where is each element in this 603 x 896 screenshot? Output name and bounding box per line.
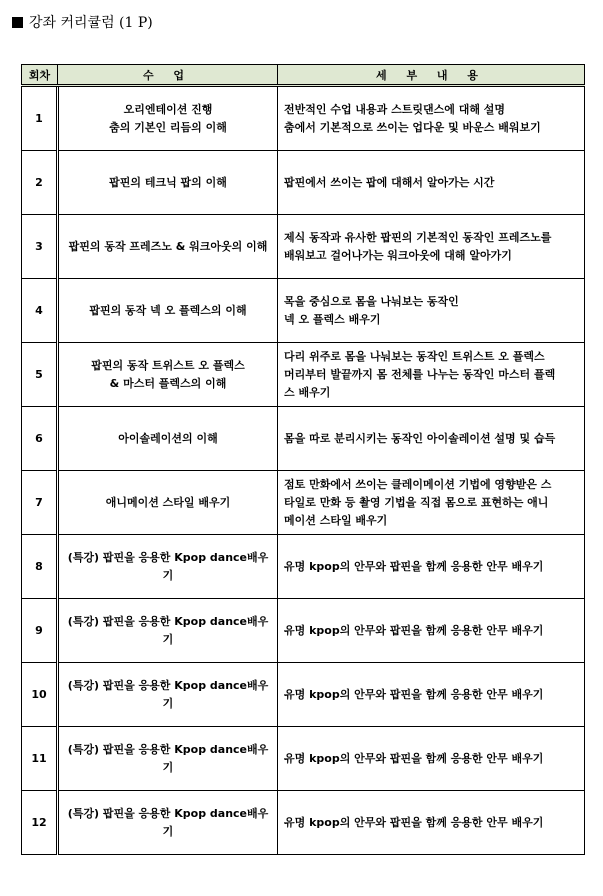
detail-line: 배워보고 걸어나가는 워크아웃에 대해 알아가기 <box>284 248 512 262</box>
session-number: 5 <box>22 343 58 407</box>
table-row <box>22 727 585 791</box>
detail-cell <box>278 663 585 727</box>
lesson-line: 오리엔테이션 진행 <box>123 102 213 116</box>
session-number: 9 <box>22 599 58 663</box>
lesson-line: (특강) 팝핀을 응용한 Kpop dance배우기 <box>67 806 269 838</box>
detail-cell <box>278 791 585 855</box>
detail-cell <box>278 407 585 471</box>
detail-line: 유명 kpop의 안무와 팝핀을 함께 응용한 안무 배우기 <box>284 559 544 573</box>
detail-line: 유명 kpop의 안무와 팝핀을 함께 응용한 안무 배우기 <box>284 623 544 637</box>
lesson-cell <box>58 151 278 215</box>
lesson-cell <box>58 279 278 343</box>
lesson-cell <box>58 343 278 407</box>
session-number: 3 <box>22 215 58 279</box>
detail-line: 넥 오 플렉스 배우기 <box>284 312 381 326</box>
detail-line: 유명 kpop의 안무와 팝핀을 함께 응용한 안무 배우기 <box>284 751 544 765</box>
lesson-cell <box>58 791 278 855</box>
lesson-line: (특강) 팝핀을 응용한 Kpop dance배우기 <box>67 678 269 710</box>
detail-line: 전반적인 수업 내용과 스트릿댄스에 대해 설명 <box>284 102 506 116</box>
lesson-line: (특강) 팝핀을 응용한 Kpop dance배우기 <box>67 550 269 582</box>
lesson-cell <box>58 663 278 727</box>
session-number: 12 <box>22 791 58 855</box>
page-title-text: 강좌 커리큘럼 (1 P) <box>29 15 153 31</box>
lesson-line: (특강) 팝핀을 응용한 Kpop dance배우기 <box>67 614 269 646</box>
detail-line: 머리부터 발끝까지 몸 전체를 나누는 동작인 마스터 플렉 <box>284 367 556 381</box>
table-row <box>22 791 585 855</box>
detail-line: 스 배우기 <box>284 385 331 399</box>
table-row <box>22 663 585 727</box>
table-row <box>22 151 585 215</box>
detail-cell <box>278 727 585 791</box>
detail-line: 점토 만화에서 쓰이는 클레이메이션 기법에 영향받은 스 <box>284 477 552 491</box>
session-number: 11 <box>22 727 58 791</box>
detail-cell <box>278 215 585 279</box>
detail-line: 팝핀에서 쓰이는 팝에 대해서 알아가는 시간 <box>284 175 495 189</box>
table-row <box>22 599 585 663</box>
session-number: 8 <box>22 535 58 599</box>
black-square-icon <box>12 17 23 28</box>
curriculum-table <box>21 64 585 855</box>
table-row <box>22 407 585 471</box>
detail-line: 유명 kpop의 안무와 팝핀을 함께 응용한 안무 배우기 <box>284 687 544 701</box>
lesson-line: & 마스터 플렉스의 이해 <box>109 376 227 390</box>
detail-cell <box>278 599 585 663</box>
table-row <box>22 215 585 279</box>
detail-line: 유명 kpop의 안무와 팝핀을 함께 응용한 안무 배우기 <box>284 815 544 829</box>
session-number: 7 <box>22 471 58 535</box>
lesson-line: 팝핀의 동작 트위스트 오 플렉스 <box>91 358 245 372</box>
table-row <box>22 471 585 535</box>
lesson-cell <box>58 86 278 151</box>
header-detail: 세 부 내 용 <box>278 65 585 86</box>
detail-line: 춤에서 기본적으로 쓰이는 업다운 및 바운스 배워보기 <box>284 120 541 134</box>
header-lesson: 수 업 <box>58 65 278 86</box>
lesson-line: 팝핀의 동작 넥 오 플렉스의 이해 <box>89 303 247 317</box>
lesson-line: 팝핀의 테크닉 팝의 이해 <box>109 175 227 189</box>
lesson-cell <box>58 215 278 279</box>
session-number: 6 <box>22 407 58 471</box>
detail-cell <box>278 471 585 535</box>
session-number: 10 <box>22 663 58 727</box>
detail-cell <box>278 535 585 599</box>
detail-line: 메이션 스타일 배우기 <box>284 513 388 527</box>
detail-line: 다리 위주로 몸을 나눠보는 동작인 트위스트 오 플렉스 <box>284 349 545 363</box>
detail-line: 타일로 만화 등 촬영 기법을 직접 몸으로 표현하는 애니 <box>284 495 549 509</box>
table-row <box>22 343 585 407</box>
detail-line: 제식 동작과 유사한 팝핀의 기본적인 동작인 프레즈노를 <box>284 230 552 244</box>
lesson-cell <box>58 407 278 471</box>
detail-cell <box>278 279 585 343</box>
detail-cell <box>278 151 585 215</box>
page-title <box>12 12 153 32</box>
lesson-line: 춤의 기본인 리듬의 이해 <box>109 120 227 134</box>
lesson-cell <box>58 471 278 535</box>
lesson-line: 애니메이션 스타일 배우기 <box>105 495 231 509</box>
lesson-cell <box>58 599 278 663</box>
lesson-line: 팝핀의 동작 프레즈노 & 워크아웃의 이해 <box>68 239 268 253</box>
lesson-line: (특강) 팝핀을 응용한 Kpop dance배우기 <box>67 742 269 774</box>
table-row <box>22 535 585 599</box>
lesson-cell <box>58 535 278 599</box>
session-number: 4 <box>22 279 58 343</box>
detail-cell <box>278 343 585 407</box>
table-row <box>22 279 585 343</box>
detail-line: 몸을 따로 분리시키는 동작인 아이솔레이션 설명 및 습득 <box>284 431 556 445</box>
detail-cell <box>278 86 585 151</box>
lesson-line: 아이솔레이션의 이해 <box>118 431 218 445</box>
detail-line: 목을 중심으로 몸을 나눠보는 동작인 <box>284 294 459 308</box>
table-row <box>22 86 585 151</box>
header-session: 회차 <box>22 65 58 86</box>
session-number: 1 <box>22 86 58 151</box>
table-header-row <box>22 65 585 86</box>
session-number: 2 <box>22 151 58 215</box>
lesson-cell <box>58 727 278 791</box>
